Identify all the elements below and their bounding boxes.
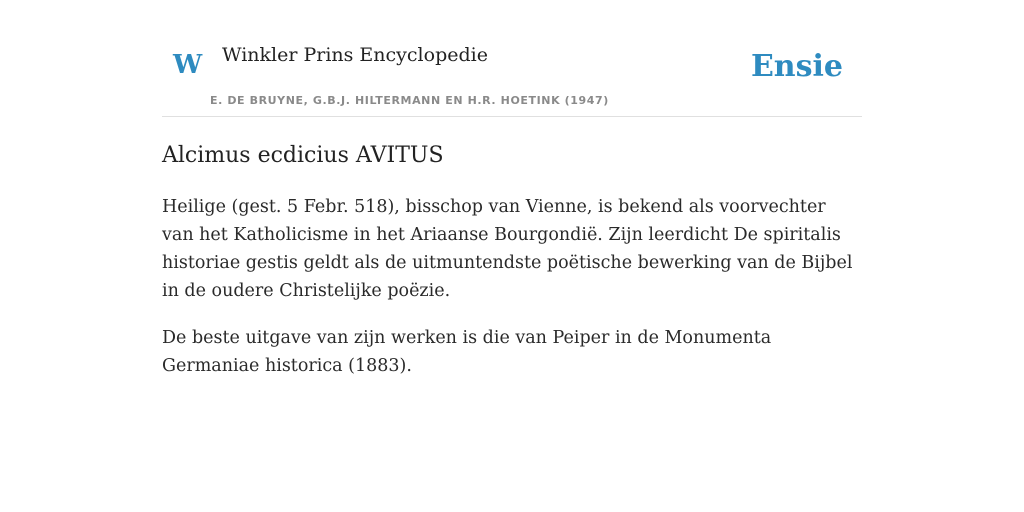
book-title[interactable]: Winkler Prins Encyclopedie bbox=[222, 44, 488, 66]
ensie-logo[interactable]: Ensie bbox=[750, 49, 843, 84]
book-authors: E. DE BRUYNE, G.B.J. HILTERMANN EN H.R. HOETINK (1947) bbox=[210, 94, 609, 107]
entry-title: Alcimus ecdicius AVITUS bbox=[162, 143, 444, 168]
winkler-prins-logo[interactable]: W bbox=[173, 50, 203, 80]
encyclopedia-header bbox=[162, 0, 862, 117]
entry-paragraph: De beste uitgave van zijn werken is die van Peiper in de Monumenta Germaniae historica (1883). bbox=[162, 328, 772, 376]
page bbox=[162, 0, 862, 380]
entry-paragraph: Heilige (gest. 5 Febr. 518), bisschop van Vienne, is bekend als voorvechter van het Katholicisme in het Ariaanse Bourgondië. Zijn leerdicht De spiritalis historiae gestis geldt als de uitmuntendste poëtische bewerking van de Bijbel in de oudere Christelijke poëzie. bbox=[162, 197, 853, 301]
